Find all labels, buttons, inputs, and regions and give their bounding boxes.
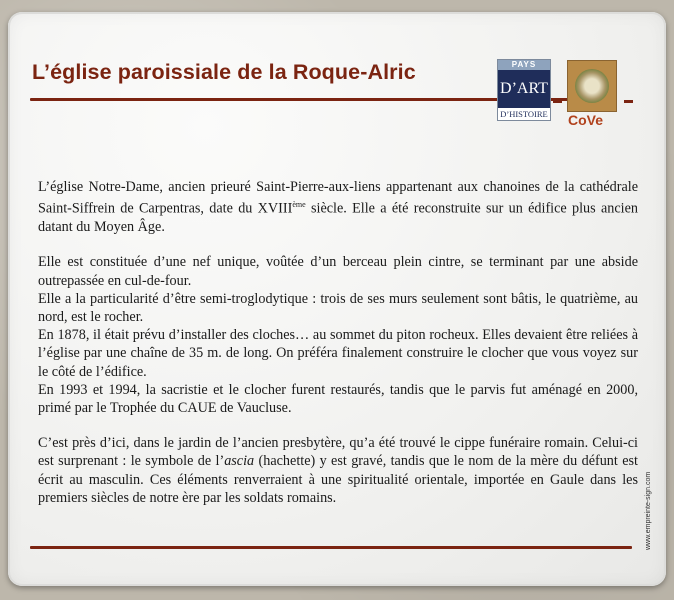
- cove-seal-icon: [575, 69, 609, 103]
- paragraph-restoration: En 1993 et 1994, la sacristie et le clocher furent restaurés, tandis que le parvis fut aménagé en 2000, primé par le Trophée du CAUE de Vaucluse.: [38, 381, 638, 416]
- paragraph-1-text-b: siècle. Elle a été reconstruite sur un édifice plus ancien datant du Moyen Âge.: [38, 200, 638, 236]
- paragraph-6-text-b: (hachette) y est gravé, tandis que le nom de la mère du défunt est écrit au masculin. Ces éléments renverraient à une spiritualité orientale, importée en Gaule dans les premiers siècles de notre ère par les soldats romains.: [38, 453, 638, 506]
- paragraph-6-text-a: C’est près d’ici, dans le jardin de l’ancien presbytère, qu’a été trouvé le cippe funéraire romain. Celui-ci est surprenant : le symbole de l’: [38, 435, 638, 470]
- paragraph-6-italic: ascia: [224, 453, 255, 470]
- pays-logo-bottom-text: D’HISTOIRE: [500, 109, 548, 119]
- paragraph-1-superscript: ème: [292, 200, 306, 210]
- paragraph-cippe: [38, 434, 638, 507]
- cove-logo-text: CoVe: [568, 112, 604, 128]
- pays-art-histoire-logo: [497, 59, 551, 121]
- paragraph-bells: En 1878, il était prévu d’installer des cloches… au sommet du piton rocheux. Elles devaient être reliées à l’église par une chaîne de 35 m. de long. On préféra finalement construire le clocher que vous voyez sur le côté de l’édifice.: [38, 327, 638, 380]
- logo-dash-left: [553, 100, 562, 103]
- paragraph-history: [38, 178, 638, 236]
- bottom-rule: [30, 546, 632, 549]
- pays-logo-middle: [498, 70, 550, 108]
- pays-logo-middle-text: D’ART: [500, 80, 548, 97]
- cove-logo: [567, 60, 617, 112]
- maker-website-text: www.empreinte-sign.com: [645, 471, 652, 550]
- paragraph-1-text-a: L’église Notre-Dame, ancien prieuré Saint-Pierre-aux-liens appartenant aux chanoines de la cathédrale Saint-Siffrein de Carpentras, date du XVIII: [38, 179, 638, 217]
- plaque-body-text: [38, 178, 638, 507]
- paragraph-nave: Elle est constituée d’une nef unique, voûtée d’un berceau plein cintre, se terminant par une abside outrepassée en cul-de-four.: [38, 254, 638, 289]
- paragraph-troglodytic: Elle a la particularité d’être semi-troglodytique : trois de ses murs seulement sont bâtis, le quatrième, au nord, est le rocher.: [38, 290, 638, 325]
- pays-logo-top-text: PAYS: [498, 60, 550, 70]
- logo-dash-right: [624, 100, 633, 103]
- plaque-title: L’église paroissiale de la Roque-Alric: [32, 60, 416, 84]
